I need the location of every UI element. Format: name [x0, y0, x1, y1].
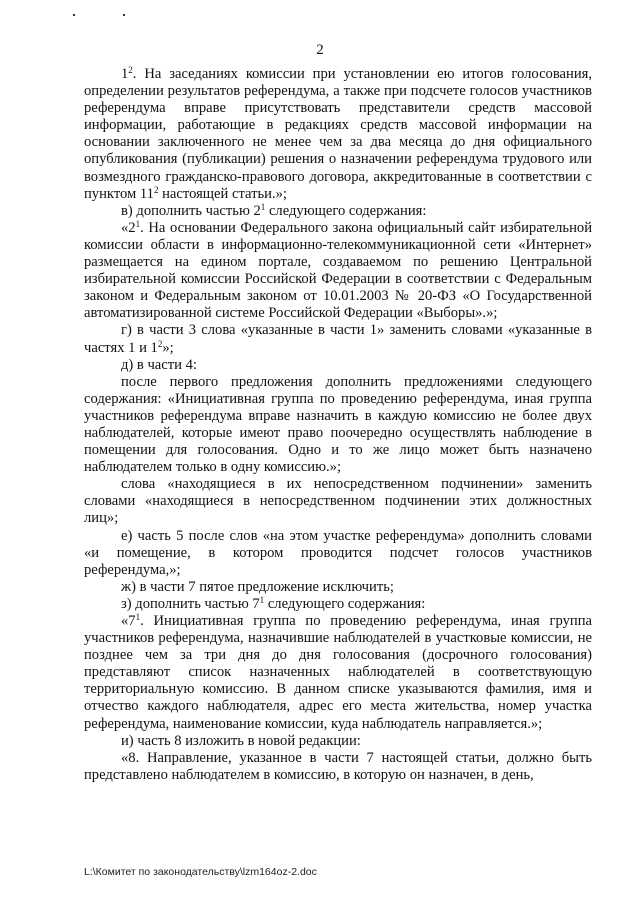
- paragraph: [84, 66, 592, 203]
- scan-speck: [123, 14, 125, 16]
- paragraph-text: з) дополнить частью 7: [121, 595, 260, 612]
- paragraph-text: следующего содержания:: [264, 595, 426, 612]
- paragraph-text: в) дополнить частью 2: [121, 202, 261, 219]
- scan-speck: [73, 14, 75, 16]
- paragraph-text: слова «находящиеся в их непосредственном подчинении» заменить словами «находящиеся в непосредственном подчинении этих должностных лиц»;: [84, 476, 592, 527]
- paragraph-text: . Инициативная группа по проведению референдума, иная группа участников референдума, назначившие наблюдателей в участковые комиссии, не позднее чем за три дня до дня голосования (досрочного голосования) представляют список назначенных наблюдателей в соответствующую территориальную комиссию. В данном списке указываются фамилия, имя и отчество каждого наблюдателя, адрес его места жительства, номер участка референдума, наименование комиссии, куда наблюдатель направляется.»;: [84, 613, 592, 732]
- paragraph-text: и) часть 8 изложить в новой редакции:: [121, 732, 361, 749]
- page-number: 2: [316, 42, 324, 58]
- paragraph: [84, 579, 592, 596]
- paragraph-text: е) часть 5 после слов «на этом участке референдума» дополнить словами «и помещение, в котором проводится подсчет голосов участников референдума,»;: [84, 527, 592, 578]
- paragraph-text: следующего содержания:: [265, 202, 427, 219]
- superscript: 1: [135, 612, 141, 622]
- paragraph: [84, 733, 592, 750]
- paragraph-text: . На основании Федерального закона официальный сайт избирательной комиссии области в информационно-телекоммуникационной сети «Интернет» размещается на едином портале, создаваемом по решению Центральной избирательной комиссии Российской Федерации в соответствии с Федеральным законом и Федеральным законом от 10.01.2003 № 20-ФЗ «О Государственной автоматизированной системе Российской Федерации «Выборы».»;: [84, 219, 592, 322]
- paragraph-text: «2: [121, 219, 136, 236]
- superscript: 2: [128, 65, 133, 75]
- superscript: 1: [135, 218, 141, 229]
- paragraph-text: после первого предложения дополнить предложениями следующего содержания: «Инициативная группа по проведению референдума, иная группа участников референдума вправе назначить в каждую комиссию не более двух наблюдателей, которые имеют право поочередно осуществлять наблюдение в помещении для голосования. Одно и то же лицо может быть назначено наблюдателем только в одну комиссию.»;: [84, 373, 592, 476]
- paragraph: [84, 476, 592, 527]
- paragraph: [84, 322, 592, 356]
- document-body: [84, 66, 592, 784]
- superscript: 1: [260, 201, 266, 212]
- paragraph: [84, 374, 592, 477]
- superscript: 2: [157, 338, 163, 349]
- paragraph: [84, 203, 592, 220]
- paragraph-text: . На заседаниях комиссии при установлении ею итогов голосования, определении результатов референдума, а также при подсчете голосов участников референдума вправе присутствовать представители средств массовой информации, работающие в редакциях средств массовой информации на основании заключенного не менее чем за два месяца до дня официального опубликования (публикации) решения о назначении референдума трудового или возмездного гражданско-правового договора, аккредитованные в соответствии с пунктом 11: [84, 66, 592, 202]
- superscript: 2: [153, 184, 159, 195]
- paragraph: [84, 596, 592, 613]
- paragraph-text: ж) в части 7 пятое предложение исключить;: [121, 578, 394, 595]
- paragraph-text: д) в части 4:: [121, 356, 197, 373]
- paragraph-text: г) в части 3 слова «указанные в части 1» заменить словами «указанные в частях 1 и 1: [84, 322, 592, 356]
- paragraph-text: «8. Направление, указанное в части 7 настоящей статьи, должно быть представлено наблюдателем в комиссию, в которую он назначен, в день,: [84, 749, 592, 783]
- paragraph-text: 1: [121, 66, 129, 82]
- superscript: 1: [259, 594, 265, 605]
- paragraph-text: «7: [121, 613, 136, 629]
- paragraph-text: »;: [162, 339, 174, 356]
- paragraph: [84, 528, 592, 579]
- paragraph: [84, 613, 592, 733]
- paragraph: [84, 357, 592, 374]
- paragraph-text: настоящей статьи.»;: [158, 185, 287, 202]
- file-path-footer: L:\Комитет по законодательству\lzm164oz-2.doc: [84, 866, 317, 878]
- paragraph: [84, 220, 592, 323]
- paragraph: [84, 750, 592, 784]
